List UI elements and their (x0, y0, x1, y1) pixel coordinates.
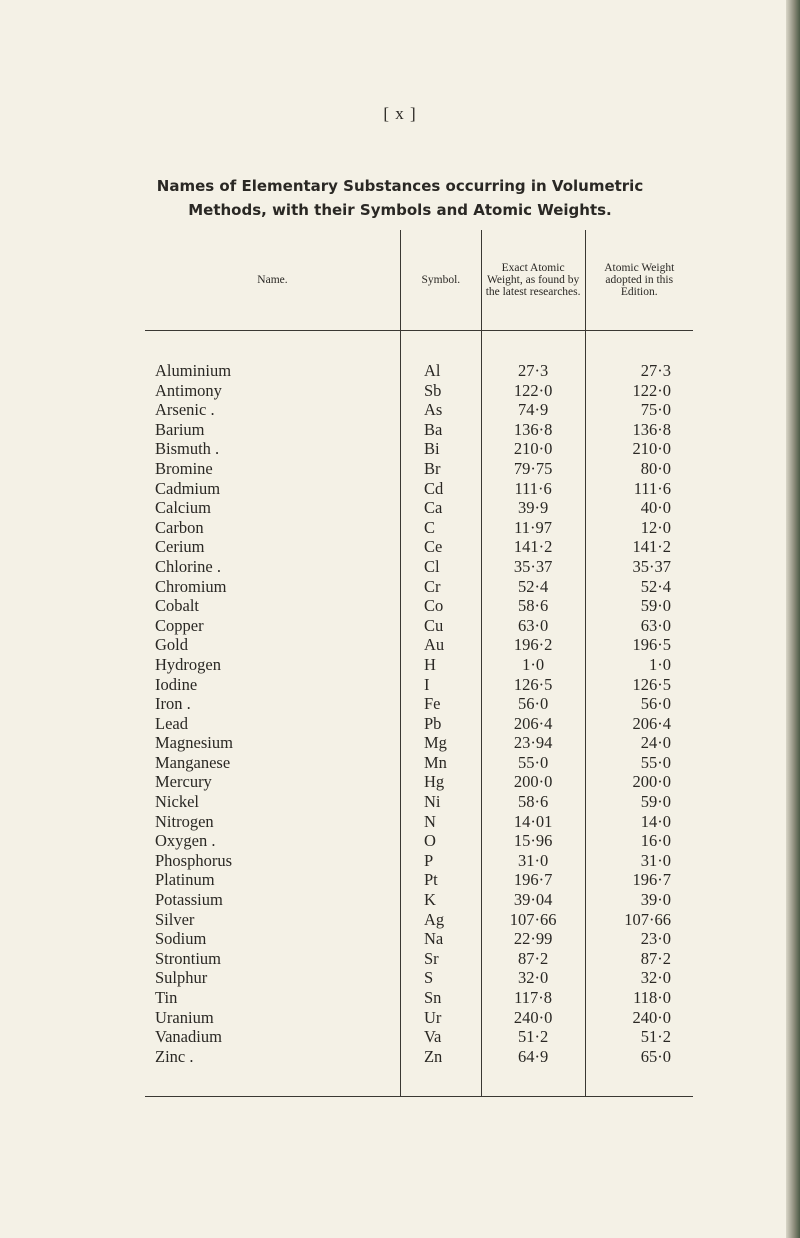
exact-atomic-weight: 111·6 (481, 479, 585, 499)
adopted-atomic-weight: 55·0 (585, 753, 693, 773)
element-symbol: Br (400, 459, 481, 479)
element-name: Sulphur (155, 968, 208, 988)
adopted-atomic-weight: 51·2 (585, 1027, 693, 1047)
element-name: Sodium (155, 929, 207, 949)
table-row (145, 890, 693, 910)
exact-atomic-weight: 23·94 (481, 733, 585, 753)
element-name: Platinum (155, 870, 215, 890)
element-name: Bismuth . (155, 439, 220, 459)
adopted-atomic-weight: 240·0 (585, 1008, 693, 1028)
table-row (145, 498, 693, 518)
element-symbol: Mn (400, 753, 481, 773)
exact-atomic-weight: 126·5 (481, 675, 585, 695)
element-symbol: Co (400, 596, 481, 616)
element-symbol: Ce (400, 537, 481, 557)
element-name: Tin (155, 988, 178, 1007)
element-name: Phosphorus (155, 850, 233, 870)
exact-atomic-weight: 210·0 (481, 439, 585, 459)
element-symbol: S (400, 968, 481, 988)
element-name: Aluminium (155, 361, 232, 380)
table-header-row (145, 230, 693, 331)
atomic-weights-table (145, 230, 693, 1097)
table-row (145, 381, 693, 401)
element-symbol: H (400, 655, 481, 675)
element-name: Barium (155, 419, 205, 439)
element-symbol: N (400, 812, 481, 832)
table-row (145, 851, 693, 871)
element-symbol: Ca (400, 498, 481, 518)
element-symbol: Sb (400, 381, 481, 401)
element-symbol: Ni (400, 792, 481, 812)
element-symbol: I (400, 675, 481, 695)
element-name: Strontium (155, 948, 222, 968)
exact-atomic-weight: 1·0 (481, 655, 585, 675)
element-name: Nitrogen (155, 811, 214, 831)
exact-atomic-weight: 51·2 (481, 1027, 585, 1047)
element-symbol: Cu (400, 616, 481, 636)
page-title (60, 174, 740, 222)
header-name: Name. (145, 230, 400, 331)
header-adopted-weight: Atomic Weight adopted in this Edition. (585, 230, 693, 331)
element-name: Manganese (155, 752, 231, 772)
table-row (145, 694, 693, 714)
exact-atomic-weight: 35·37 (481, 557, 585, 577)
element-name: Calcium (155, 498, 211, 518)
adopted-atomic-weight: 52·4 (585, 577, 693, 597)
element-symbol: Pt (400, 870, 481, 890)
table-row (145, 635, 693, 655)
element-name: Arsenic . (155, 400, 215, 420)
element-symbol: As (400, 400, 481, 420)
page-number: [ x ] (383, 104, 417, 123)
table-row (145, 870, 693, 890)
adopted-atomic-weight: 141·2 (585, 537, 693, 557)
exact-atomic-weight: 107·66 (481, 910, 585, 930)
adopted-atomic-weight: 1·0 (585, 655, 693, 675)
table-row (145, 733, 693, 753)
element-name: Zinc . (145, 1047, 400, 1097)
table-row (145, 439, 693, 459)
element-name: Cadmium (155, 478, 221, 498)
adopted-atomic-weight: 122·0 (585, 381, 693, 401)
element-symbol: Ur (400, 1008, 481, 1028)
element-symbol: Ag (400, 910, 481, 930)
exact-atomic-weight: 58·6 (481, 596, 585, 616)
exact-atomic-weight: 136·8 (481, 420, 585, 440)
adopted-atomic-weight: 210·0 (585, 439, 693, 459)
exact-atomic-weight: 79·75 (481, 459, 585, 479)
element-name: Silver (155, 909, 195, 929)
table-row (145, 792, 693, 812)
table-row (145, 753, 693, 773)
adopted-atomic-weight: 56·0 (585, 694, 693, 714)
element-name: Potassium (155, 890, 223, 910)
adopted-atomic-weight: 196·7 (585, 870, 693, 890)
element-name: Uranium (155, 1007, 214, 1027)
element-symbol: Bi (400, 439, 481, 459)
element-symbol: O (400, 831, 481, 851)
table-row (145, 831, 693, 851)
table-row (145, 714, 693, 734)
table-row (145, 655, 693, 675)
adopted-atomic-weight: 59·0 (585, 792, 693, 812)
exact-atomic-weight: 122·0 (481, 381, 585, 401)
table-row (145, 420, 693, 440)
exact-atomic-weight: 14·01 (481, 812, 585, 832)
adopted-atomic-weight: 40·0 (585, 498, 693, 518)
exact-atomic-weight: 87·2 (481, 949, 585, 969)
table-body (145, 331, 693, 1097)
adopted-atomic-weight: 111·6 (585, 479, 693, 499)
adopted-atomic-weight: 87·2 (585, 949, 693, 969)
adopted-atomic-weight: 14·0 (585, 812, 693, 832)
exact-atomic-weight: 74·9 (481, 400, 585, 420)
element-name: Iodine (155, 674, 198, 694)
adopted-atomic-weight: 107·66 (585, 910, 693, 930)
exact-atomic-weight: 31·0 (481, 851, 585, 871)
element-symbol: Au (400, 635, 481, 655)
element-symbol: Cd (400, 479, 481, 499)
adopted-atomic-weight: 31·0 (585, 851, 693, 871)
header-symbol: Symbol. (400, 230, 481, 331)
element-name: Lead (155, 713, 188, 733)
adopted-atomic-weight: 24·0 (585, 733, 693, 753)
element-name: Bromine (155, 458, 213, 478)
element-symbol: Pb (400, 714, 481, 734)
table-row (145, 596, 693, 616)
table-row (145, 949, 693, 969)
element-name: Nickel (155, 792, 199, 812)
header-exact-weight: Exact Atomic Weight, as found by the latest researches. (481, 230, 585, 331)
adopted-atomic-weight: 75·0 (585, 400, 693, 420)
exact-atomic-weight: 141·2 (481, 537, 585, 557)
element-name: Cerium (155, 537, 205, 557)
table-row (145, 1008, 693, 1028)
exact-atomic-weight: 206·4 (481, 714, 585, 734)
element-symbol: P (400, 851, 481, 871)
element-name: Carbon (155, 517, 204, 537)
element-name: Iron . (155, 694, 191, 714)
element-symbol: C (400, 518, 481, 538)
element-symbol: K (400, 890, 481, 910)
table-row (145, 616, 693, 636)
element-symbol: Cl (400, 557, 481, 577)
element-name: Cobalt (155, 596, 199, 616)
exact-atomic-weight: 22·99 (481, 929, 585, 949)
table-row (145, 400, 693, 420)
element-name: Chromium (155, 576, 227, 596)
element-symbol: Sr (400, 949, 481, 969)
adopted-atomic-weight: 126·5 (585, 675, 693, 695)
table-row (145, 675, 693, 695)
exact-atomic-weight: 39·9 (481, 498, 585, 518)
exact-atomic-weight: 39·04 (481, 890, 585, 910)
table-row (145, 772, 693, 792)
adopted-atomic-weight: 63·0 (585, 616, 693, 636)
exact-atomic-weight: 196·2 (481, 635, 585, 655)
element-symbol: Zn (400, 1047, 481, 1097)
table-row (145, 1027, 693, 1047)
element-symbol: Fe (400, 694, 481, 714)
exact-atomic-weight: 55·0 (481, 753, 585, 773)
element-name: Vanadium (155, 1027, 222, 1047)
element-name: Antimony (155, 380, 222, 400)
table-row (145, 577, 693, 597)
exact-atomic-weight: 32·0 (481, 968, 585, 988)
adopted-atomic-weight: 65·0 (585, 1047, 693, 1097)
table-row (145, 537, 693, 557)
element-name: Copper (155, 615, 204, 635)
element-symbol: Hg (400, 772, 481, 792)
exact-atomic-weight: 240·0 (481, 1008, 585, 1028)
element-symbol: Va (400, 1027, 481, 1047)
page-edge (786, 0, 800, 1238)
adopted-atomic-weight: 200·0 (585, 772, 693, 792)
exact-atomic-weight: 200·0 (481, 772, 585, 792)
element-name: Gold (155, 635, 188, 655)
exact-atomic-weight: 56·0 (481, 694, 585, 714)
table-row (145, 459, 693, 479)
adopted-atomic-weight: 59·0 (585, 596, 693, 616)
table-row (145, 968, 693, 988)
element-name: Oxygen . (155, 831, 216, 851)
element-symbol: Mg (400, 733, 481, 753)
exact-atomic-weight: 196·7 (481, 870, 585, 890)
element-name: Hydrogen (155, 654, 221, 674)
title-line-1: Names of Elementary Substances occurring in Volumetric (156, 177, 644, 195)
exact-atomic-weight: 27·3 (481, 331, 585, 381)
table-row (145, 988, 693, 1008)
table-row (145, 331, 693, 381)
adopted-atomic-weight: 16·0 (585, 831, 693, 851)
adopted-atomic-weight: 136·8 (585, 420, 693, 440)
element-symbol: Na (400, 929, 481, 949)
element-name: Magnesium (155, 733, 233, 753)
adopted-atomic-weight: 206·4 (585, 714, 693, 734)
element-symbol: Ba (400, 420, 481, 440)
exact-atomic-weight: 15·96 (481, 831, 585, 851)
table-row (145, 1047, 693, 1097)
exact-atomic-weight: 52·4 (481, 577, 585, 597)
adopted-atomic-weight: 32·0 (585, 968, 693, 988)
title-line-2: Methods, with their Symbols and Atomic Weights. (188, 201, 612, 219)
table-row (145, 518, 693, 538)
adopted-atomic-weight: 35·37 (585, 557, 693, 577)
adopted-atomic-weight: 196·5 (585, 635, 693, 655)
exact-atomic-weight: 11·97 (481, 518, 585, 538)
adopted-atomic-weight: 23·0 (585, 929, 693, 949)
table-row (145, 812, 693, 832)
exact-atomic-weight: 64·9 (481, 1047, 585, 1097)
element-name: Chlorine . (155, 556, 221, 576)
adopted-atomic-weight: 12·0 (585, 518, 693, 538)
element-symbol: Al (400, 331, 481, 381)
exact-atomic-weight: 63·0 (481, 616, 585, 636)
exact-atomic-weight: 117·8 (481, 988, 585, 1008)
table-row (145, 557, 693, 577)
element-name: Mercury (155, 772, 212, 792)
table-row (145, 929, 693, 949)
element-symbol: Sn (400, 988, 481, 1008)
adopted-atomic-weight: 118·0 (585, 988, 693, 1008)
adopted-atomic-weight: 39·0 (585, 890, 693, 910)
adopted-atomic-weight: 80·0 (585, 459, 693, 479)
exact-atomic-weight: 58·6 (481, 792, 585, 812)
table-row (145, 479, 693, 499)
element-symbol: Cr (400, 577, 481, 597)
table-row (145, 910, 693, 930)
adopted-atomic-weight: 27·3 (585, 331, 693, 381)
